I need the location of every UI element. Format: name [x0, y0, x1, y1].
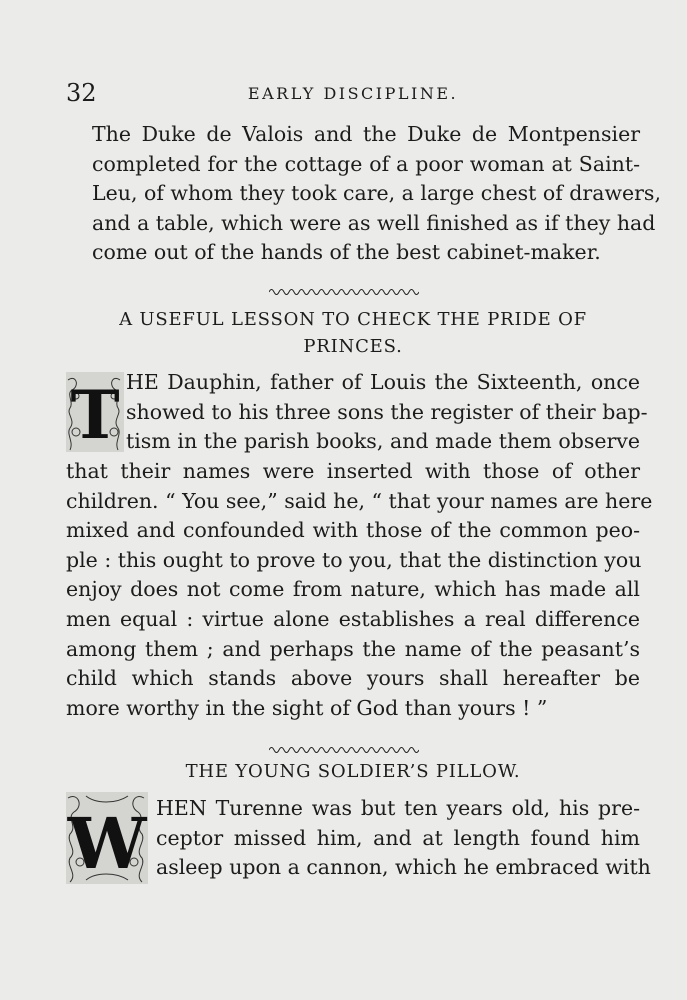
text-line: child which stands above yours shall hereafter be — [66, 666, 640, 691]
ornamental-divider — [0, 740, 687, 759]
paragraph-duke-valois — [66, 120, 661, 268]
text-line: tism in the parish books, and made them observe — [126, 429, 640, 454]
text-line: enjoy does not come from nature, which has made all — [66, 577, 640, 602]
text-line: men equal : virtue alone establishes a real difference — [66, 606, 640, 631]
ornamental-divider — [0, 282, 687, 301]
text-line: come out of the hands of the best cabinet-maker. — [92, 240, 601, 265]
text-line: children. “ You see,” said he, “ that your names are here — [66, 488, 653, 513]
ornamental-dropcap-t — [66, 372, 124, 452]
text-line: HEN Turenne was but ten years old, his pre- — [156, 796, 640, 820]
heading-line: A USEFUL LESSON TO CHECK THE PRIDE OF — [119, 309, 587, 330]
text-line: more worthy in the sight of God than yours ! ” — [66, 695, 548, 720]
section-heading-useful-lesson — [66, 306, 640, 360]
ornamental-dropcap-w — [66, 792, 148, 884]
text-line: that their names were inserted with those of other — [66, 459, 640, 483]
section-heading-young-soldier: THE YOUNG SOLDIER’S PILLOW. — [185, 761, 521, 782]
indented-lines-turenne — [156, 794, 651, 883]
text-line: showed to his three sons the register of their bap- — [126, 399, 648, 424]
text-line: HE Dauphin, father of Louis the Sixteenth, once — [126, 370, 640, 394]
paragraph-dauphin — [66, 457, 653, 723]
text-line: mixed and confounded with those of the common peo- — [66, 518, 640, 543]
heading-line: PRINCES. — [303, 336, 403, 357]
indented-lines-dauphin — [126, 368, 648, 457]
text-line: ceptor missed him, and at length found him — [156, 825, 640, 850]
text-line: among them ; and perhaps the name of the peasant’s — [66, 636, 640, 661]
text-line: ple : this ought to prove to you, that the distinction you — [66, 547, 642, 572]
svg-text:W: W — [67, 802, 147, 884]
text-line: asleep upon a cannon, which he embraced with — [156, 855, 651, 880]
page-number: 32 — [66, 79, 97, 107]
running-title: EARLY DISCIPLINE. — [247, 84, 459, 103]
text-line: and a table, which were as well finished as if they had — [92, 210, 656, 235]
svg-text:T: T — [70, 376, 120, 452]
text-line: Leu, of whom they took care, a large chest of drawers, — [92, 181, 661, 206]
text-line: completed for the cottage of a poor woman at Saint- — [92, 151, 640, 176]
text-line: The Duke de Valois and the Duke de Montpensier — [92, 122, 640, 146]
page-header — [66, 78, 640, 112]
